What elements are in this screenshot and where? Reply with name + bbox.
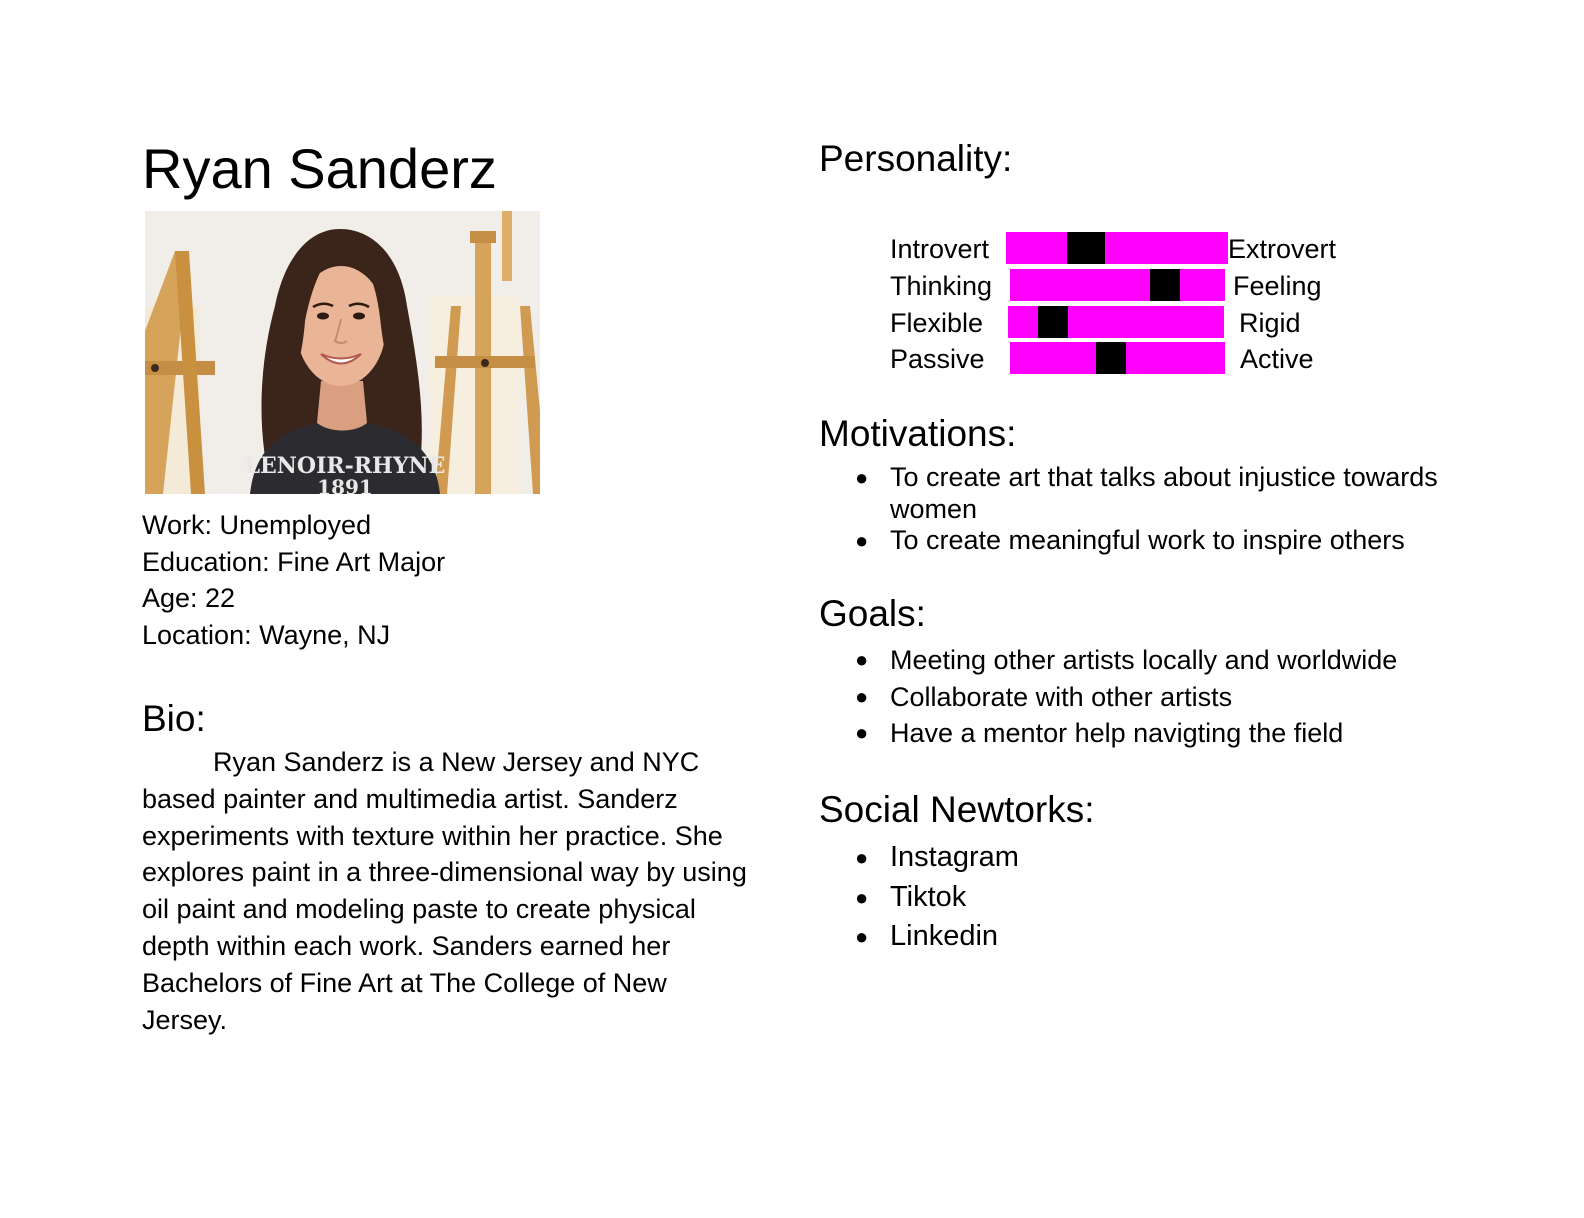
trait-left-label: Flexible: [890, 308, 984, 338]
list-item: [819, 525, 1469, 557]
fact-work: Work: Unemployed: [142, 510, 372, 540]
bullet-icon: ●: [855, 683, 869, 709]
list-item-text: Instagram: [890, 841, 1019, 873]
list-item: [819, 642, 1519, 679]
goals-list: [819, 642, 1519, 752]
list-item-text: Have a mentor help navigting the field: [890, 718, 1344, 749]
shirt-text: LENOIR-RHYNE: [244, 453, 446, 479]
list-item-text: Meeting other artists locally and worldwide: [890, 645, 1398, 675]
trait-marker: [1038, 306, 1068, 338]
trait-right-label: Rigid: [1239, 308, 1301, 338]
list-item: [819, 917, 1319, 957]
trait-right-label: Feeling: [1233, 271, 1322, 301]
list-item: [819, 878, 1319, 918]
trait-bar: [1008, 306, 1224, 338]
trait-marker: [1150, 269, 1180, 301]
bullet-icon: ●: [855, 720, 869, 746]
fact-location: Location: Wayne, NJ: [142, 620, 391, 651]
bio-text: Ryan Sanderz is a New Jersey and NYC based painter and multimedia artist. Sanderz experiments with texture within her practice. She explores paint in a three-dimensional way by using oil paint and modeling paste to create physical depth within each work. Sanders earned her Bachelors of Fine Art at The College of New Jersey.: [142, 747, 747, 1035]
persona-facts: [142, 507, 445, 654]
trait-right-label: Extrovert: [1228, 234, 1337, 264]
list-item: [819, 715, 1519, 752]
trait-left-label: Thinking: [890, 271, 993, 301]
fact-age: Age: 22: [142, 583, 236, 614]
motivations-list: [819, 462, 1469, 557]
persona-photo: [145, 211, 540, 494]
trait-bar: [1010, 269, 1225, 301]
trait-bar: [1006, 232, 1228, 264]
list-item-text: Tiktok: [890, 880, 967, 913]
bullet-icon: ●: [855, 647, 869, 672]
persona-name: Ryan Sanderz: [142, 137, 497, 200]
trait-left-label: Introvert: [890, 234, 990, 264]
goals-heading: Goals:: [819, 593, 926, 634]
persona-photo-illustration: [145, 211, 540, 494]
shirt-number: 1891: [317, 475, 373, 494]
trait-right-label: Active: [1240, 344, 1314, 374]
trait-left-label: Passive: [890, 344, 985, 374]
list-item-text: Collaborate with other artists: [890, 681, 1233, 712]
trait-marker: [1067, 232, 1105, 264]
bullet-icon: ●: [855, 528, 869, 553]
motivations-heading: Motivations:: [819, 413, 1017, 454]
list-item-text: To create art that talks about injustice towards women: [890, 462, 1438, 524]
bullet-icon: ●: [855, 845, 869, 870]
bullet-icon: ●: [855, 465, 869, 490]
list-item-text: To create meaningful work to inspire others: [890, 525, 1405, 555]
social-list: [819, 838, 1319, 957]
social-heading: Social Newtorks:: [819, 789, 1095, 830]
trait-marker: [1096, 342, 1126, 374]
fact-education: Education: Fine Art Major: [142, 546, 446, 577]
personality-heading: Personality:: [819, 138, 1013, 179]
list-item: [819, 462, 1469, 525]
list-item: [819, 679, 1519, 716]
bullet-icon: ●: [855, 924, 869, 949]
bullet-icon: ●: [855, 884, 869, 910]
list-item: [819, 838, 1319, 878]
bio-heading: Bio:: [142, 698, 206, 739]
list-item-text: Linkedin: [890, 920, 999, 952]
trait-bar: [1010, 342, 1225, 374]
